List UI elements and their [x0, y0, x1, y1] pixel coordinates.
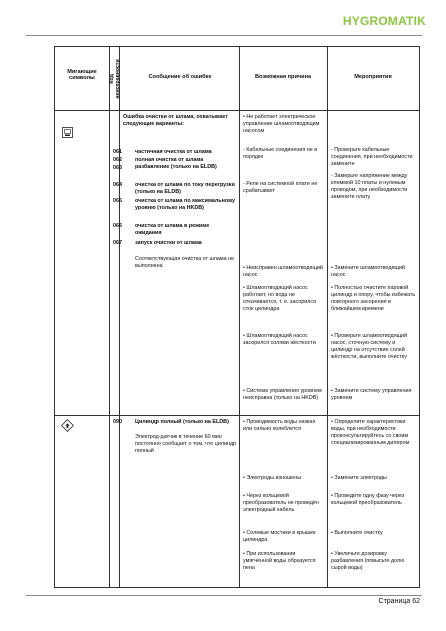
cause-item: • Электроды изношены	[243, 475, 302, 481]
error-note: Соответствующая очистка от шлама не выполнена	[135, 256, 235, 269]
sludge-icon	[62, 127, 73, 138]
header-fault-code: Код неисправности	[109, 59, 121, 99]
fault-code: 065	[113, 198, 122, 204]
error-message-title: Ошибка очистки от шлама, охватывает следующие варианты:	[123, 114, 228, 127]
cause-item: - Реле на системной плате не срабатывает	[243, 181, 318, 194]
action-item: • Проверьте шламоотводящий насос, сточную систему и цилиндр на отсутствие солей жёсткости, выполните очистку	[331, 333, 408, 360]
error-variant: запуск очистки от шлама	[135, 240, 202, 246]
fault-code: 066	[113, 223, 122, 229]
cause-item: • Проводимость воды низкая или сильно колеблется	[243, 419, 316, 432]
action-item: - Замерьте напряжение между клеммой 10 платы и нулевым проводом, при необходимости замените плату	[331, 173, 408, 200]
cylinder-full-icon	[61, 419, 74, 432]
action-item: • Определите характеристики воды, при необходимости проконсультируйтесь со своим специализированным дилером	[331, 419, 410, 446]
action-item: • Замените шламоотводящий насос	[331, 265, 405, 278]
error-variant: очистка от шлама в режиме ожидания	[135, 223, 210, 236]
fault-code: 063	[113, 165, 122, 171]
cause-item: • Неисправен шламоотводящий насос	[243, 265, 323, 278]
header-blink-symbols: Мигающие символы	[67, 69, 97, 81]
error-variant: частичная очистка от шлама	[135, 149, 212, 155]
action-item: • Полностью очистите паровой цилиндр и опору, чтобы избежать повторного засорения в ближайшем времени	[331, 285, 416, 312]
action-item: - Проверьте кабельные соединения, при необходимости замените	[331, 147, 413, 167]
brand-logo: HYGROMATIK	[342, 14, 426, 28]
error-variant: полная очистка от шлама разбавление (только на ELDB)	[135, 157, 217, 170]
action-item: • Выполните очистку	[331, 530, 383, 536]
header-error-message: Сообщение об ошибке	[148, 74, 212, 80]
cause-item: • Через кольцевой преобразователь не проведён электродный кабель	[243, 493, 319, 513]
header-measures: Мероприятия	[354, 74, 392, 80]
fault-code: 061	[113, 149, 122, 155]
error-variant: очистка от шлама по максимальному уровню (только на HKDB)	[135, 198, 236, 211]
error-message-title: Цилиндр полный (только на ELDB)	[135, 419, 229, 425]
action-item: • Замените систему управления уровнем	[331, 388, 412, 401]
fault-code: 067	[113, 240, 122, 246]
fault-code: 090	[113, 419, 122, 425]
header-possible-cause: Возможная причина	[254, 74, 312, 80]
cause-item: • Шламоотводящий насос работает, но вода не откачивается, т. е. засорился сток цилиндра	[243, 285, 317, 312]
action-item: • Увеличьте дозировку разбавления (повысьте долю сырой воды)	[331, 551, 405, 571]
error-message-body: Электрод-датчик в течение 60 мин постоянно сообщает о том, что цилиндр полный	[135, 434, 237, 454]
footer-rule	[26, 595, 422, 596]
cause-item: - Кабельные соединения не в порядке	[243, 147, 318, 160]
page-number: Страница 62	[378, 598, 420, 605]
cause-item: • При использовании умягчённой воды образуется пена	[243, 551, 316, 571]
cause-item: • Солевые мостики в крышке цилиндра	[243, 530, 316, 543]
action-item: • Замените электроды	[331, 475, 387, 481]
fault-code: 064	[113, 182, 122, 188]
error-variant: очистка от шлама по току перегрузки (только на ELDB)	[135, 182, 235, 195]
cause-item: • Шламоотводящий насос засорился солями жёсткости	[243, 333, 316, 346]
error-table	[54, 46, 420, 588]
action-item: • Проведите одну фазу через кольцевой преобразователь	[331, 493, 405, 506]
cause-item: • Система управления уровнем неисправна (только на HKDB)	[243, 388, 322, 401]
header-rule	[26, 35, 422, 36]
cause-item: • Не работает электрическое управление шламоотводящим насосом	[243, 114, 320, 134]
fault-code: 062	[113, 157, 122, 163]
